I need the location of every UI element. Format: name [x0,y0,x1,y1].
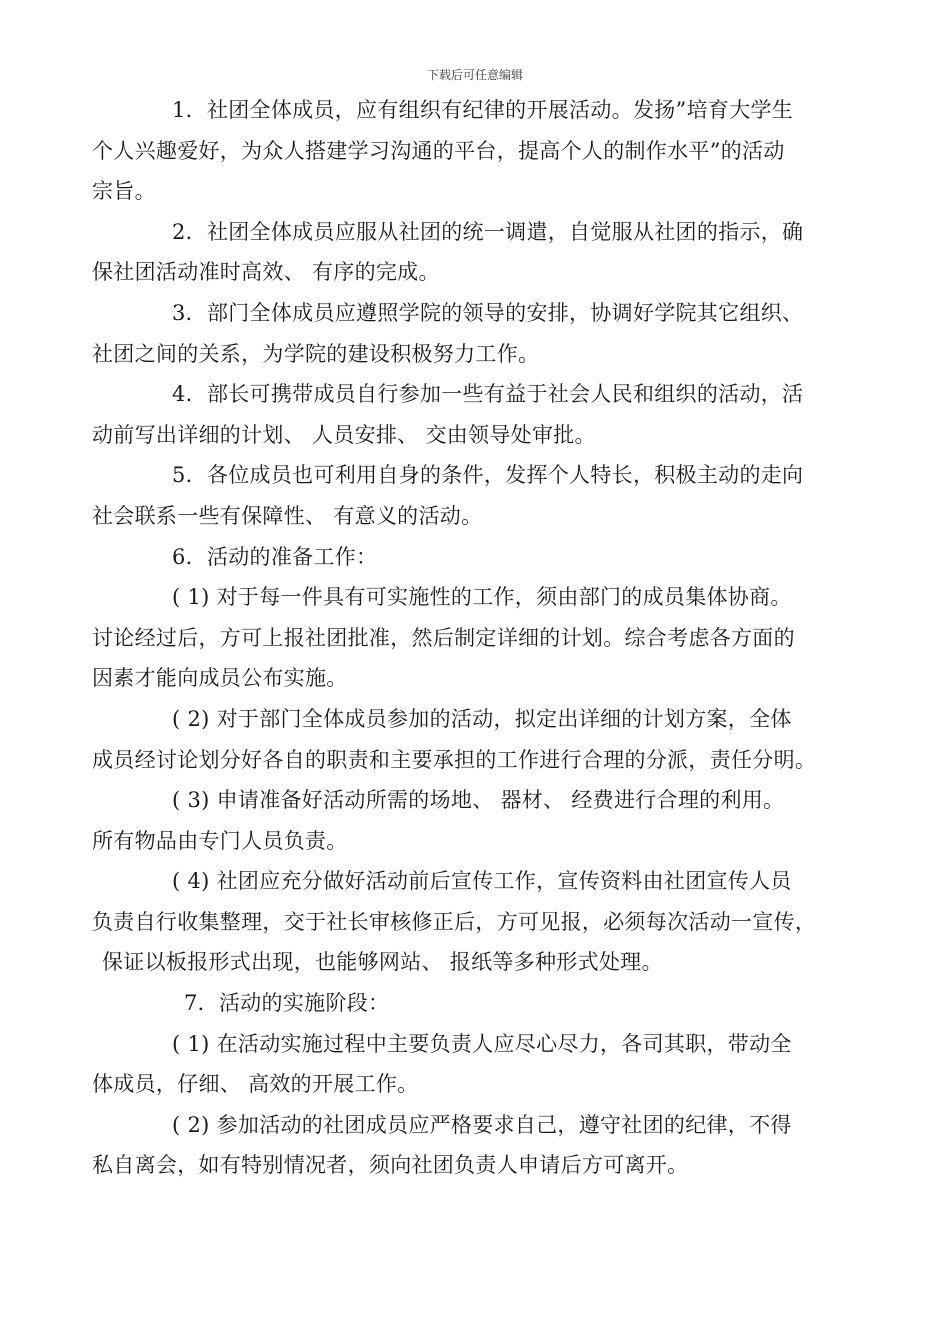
paragraph-line: 宗旨。 [92,179,156,204]
paragraph-line: 私自离会，如有特别情况者，须向社团负责人申请后方可离开。 [92,1153,689,1178]
paragraph-line: 负责自行收集整理，交于社长审核修正后，方可见报，必须每次活动一宣传， [92,909,817,934]
paragraph-item-6-2 [92,699,862,780]
paragraph-line: 保证以板报形式出现，也能够网站、 报纸等多种形式处理。 [102,950,663,975]
paragraph-line: 3．部门全体成员应遵照学院的领导的安排，协调好学院其它组织、 [172,300,804,325]
paragraph-line: ( 2) 对于部门全体成员参加的活动，拟定出详细的计划方案，全体 [172,706,792,731]
paragraph-line: 保社团活动准时高效、 有序的完成。 [92,260,440,285]
paragraph-line: 社团之间的关系，为学院的建设积极努力工作。 [92,341,540,366]
paragraph-item-7-2 [92,1105,862,1186]
paragraph-line: 1．社团全体成员，应有组织有纪律的开展活动。发扬”培育大学生 [172,98,794,122]
paragraph-line: 社会联系一些有保障性、 有意义的活动。 [92,503,483,528]
paragraph-rule-4 [92,374,862,455]
paragraph-item-6-3 [92,780,862,861]
paragraph-line: 4．部长可携带成员自行参加一些有益于社会人民和组织的活动，活 [172,382,804,407]
paragraph-rule-3 [92,293,862,374]
paragraph-rule-7-heading [92,983,862,1024]
paragraph-rule-1 [92,90,862,212]
paragraph-line: 体成员，仔细、 高效的开展工作。 [92,1072,419,1097]
paragraph-line: 所有物品由专门人员负责。 [92,828,348,853]
paragraph-rule-6-heading [92,537,862,578]
paragraph-rule-5 [92,455,862,536]
paragraph-line: 讨论经过后，方可上报社团批准，然后制定详细的计划。综合考虑各方面的 [92,625,795,650]
paragraph-item-6-1 [92,577,862,699]
paragraph-line: 成员经讨论划分好各自的职责和主要承担的工作进行合理的分派，责任分明。 [92,747,817,772]
paragraph-line: 2．社团全体成员应服从社团的统一调遣，自觉服从社团的指示，确 [172,219,804,244]
section-heading: 7．活动的实施阶段： [184,991,390,1016]
paragraph-line: 因素才能向成员公布实施。 [92,666,348,691]
paragraph-line: 个人兴趣爱好，为众人搭建学习沟通的平台，提高个人的制作水平”的活动 [92,138,785,163]
paragraph-line: ( 3) 申请准备好活动所需的场地、 器材、 经费进行合理的利用。 [172,788,785,813]
paragraph-line: ( 1) 在活动实施过程中主要负责人应尽心尽力，各司其职，带动全 [172,1031,792,1056]
paragraph-line: ( 4) 社团应充分做好活动前后宣传工作，宣传资料由社团宣传人员 [172,869,792,894]
paragraph-line: ( 2) 参加活动的社团成员应严格要求自己，遵守社团的纪律，不得 [172,1112,792,1137]
page-header: 下载后可任意编辑 [426,68,523,82]
paragraph-rule-2 [92,212,862,293]
paragraph-item-6-4 [92,861,862,983]
paragraph-line: 动前写出详细的计划、 人员安排、 交由领导处审批。 [92,422,596,447]
paragraph-line: ( 1) 对于每一件具有可实施性的工作，须由部门的成员集体协商。 [172,585,792,610]
section-heading: 6．活动的准备工作： [172,544,378,569]
document-body [92,90,862,1186]
paragraph-line: 5．各位成员也可利用自身的条件，发挥个人特长，积极主动的走向 [172,463,804,488]
paragraph-item-7-1 [92,1024,862,1105]
